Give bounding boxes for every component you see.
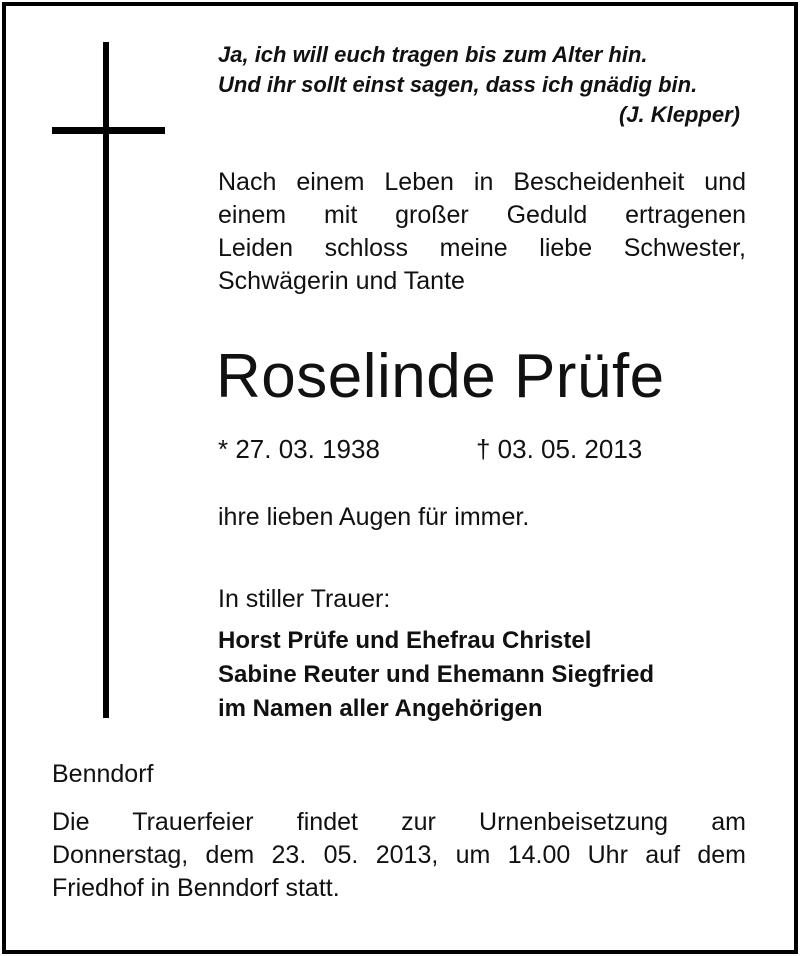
mourners-list <box>218 624 654 726</box>
bible-verse <box>218 40 748 130</box>
cross-icon <box>103 42 109 718</box>
funeral-line-2: Donnerstag, dem 23. 05. 2013, um 14.00 Uhr auf dem <box>52 841 746 869</box>
funeral-notice <box>52 806 746 905</box>
verse-line-1: Ja, ich will euch tragen bis zum Alter hin. <box>218 42 648 67</box>
verse-author: (J. Klepper) <box>618 102 740 127</box>
mourner-2: Sabine Reuter und Ehemann Siegfried <box>218 661 655 688</box>
death-date: † 03. 05. 2013 <box>476 434 643 464</box>
verse-line-2: Und ihr sollt einst sagen, dass ich gnädig bin. <box>218 72 698 97</box>
intro-line-4: Schwägerin und Tante <box>218 267 465 295</box>
deceased-name: Roselinde Prüfe <box>216 342 665 411</box>
intro-text <box>218 166 746 298</box>
funeral-line-3: Friedhof in Benndorf statt. <box>52 874 340 902</box>
cross-icon-crossbar <box>52 127 165 134</box>
closing-line: ihre lieben Augen für immer. <box>218 503 530 531</box>
birth-date: * 27. 03. 1938 <box>218 434 380 464</box>
mourning-label: In stiller Trauer: <box>218 585 391 613</box>
funeral-line-1: Die Trauerfeier findet zur Urnenbeisetzung am <box>52 808 746 836</box>
intro-line-3: Leiden schloss meine liebe Schwester, <box>218 234 746 262</box>
intro-line-2: einem mit großer Geduld ertragenen <box>218 201 746 229</box>
mourner-3: im Namen aller Angehörigen <box>218 695 543 722</box>
intro-line-1: Nach einem Leben in Bescheidenheit und <box>218 168 746 196</box>
place-name: Benndorf <box>52 760 154 788</box>
mourner-1: Horst Prüfe und Ehefrau Christel <box>218 627 592 654</box>
